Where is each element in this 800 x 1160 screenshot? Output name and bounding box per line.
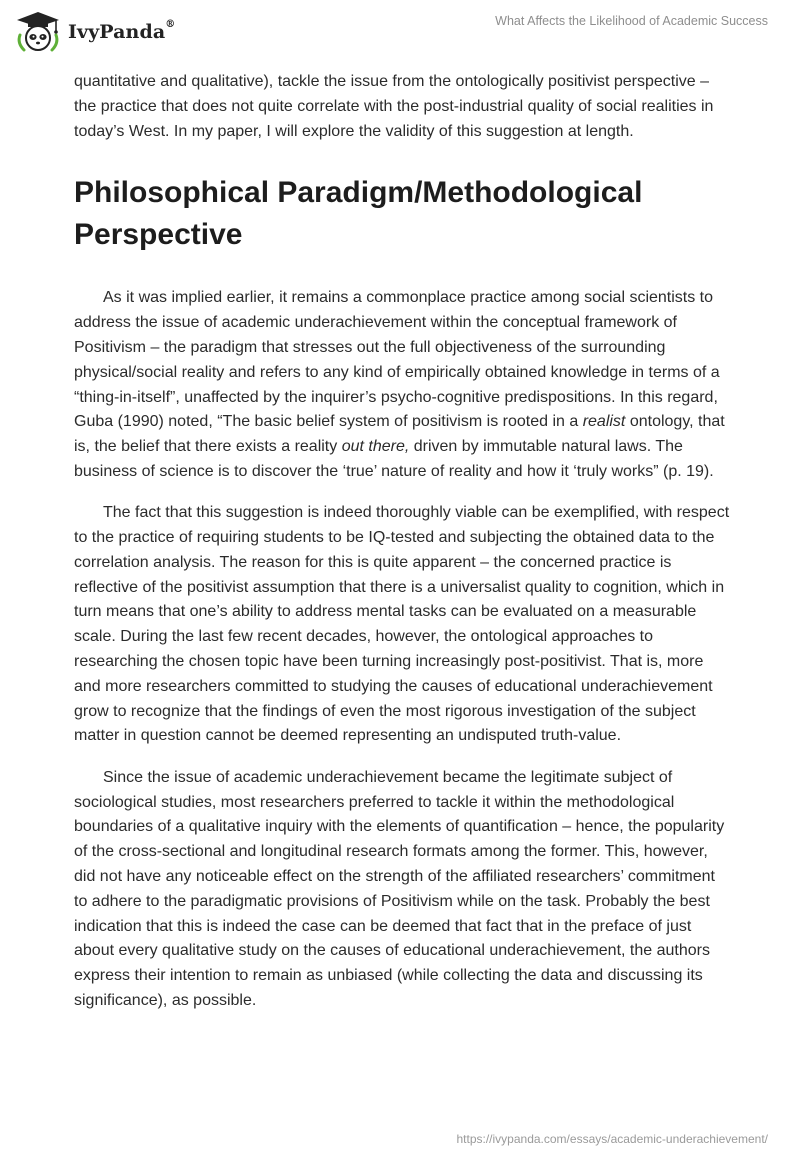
- emphasis-realist: realist: [582, 413, 626, 431]
- paragraph-sociological-studies: Since the issue of academic underachievement became the legitimate subject of sociological studies, most researchers preferred to tackle it within the methodological boundaries of a qualitative inquiry with the elements of quantification – hence, the popularity of the cross-sectional and longitudinal research formats among the former. This, however, did not have any noticeable effect on the strength of the affiliated researchers’ commitment to adhere to the paradigmatic provisions of Positivism while on the task. Probably the best indication that this is indeed the case can be deemed that fact that in the preface of just about every qualitative study on the causes of educational underachievement, the authors express their intention to remain as unbiased (while collecting the data and discussing its significance), as possible.: [74, 768, 725, 1009]
- registered-mark: ®: [165, 19, 176, 30]
- essay-content: [74, 70, 730, 1014]
- section-heading: Philosophical Paradigm/Methodological Perspective: [74, 176, 643, 252]
- logo-text: IvyPanda®: [68, 19, 176, 43]
- panda-graduate-icon: [14, 11, 62, 53]
- intro-paragraph: quantitative and qualitative), tackle the issue from the ontologically positivist perspective – the practice that does not quite correlate with the post-industrial quality of social realities in today’s West. In my paper, I will explore the validity of this suggestion at length.: [74, 73, 714, 140]
- source-url[interactable]: https://ivypanda.com/essays/academic-underachievement/: [456, 1132, 768, 1146]
- paragraph-positivism: As it was implied earlier, it remains a commonplace practice among social scientists to address the issue of academic underachievement within the conceptual framework of Positivism – the paradigm that stresses out the full objectiveness of the surrounding physical/social reality and refers to any kind of empirically obtained knowledge in terms of a “thing-in-itself”, unaffected by the inquirer’s psycho-cognitive predispositions. In this regard, Guba (1990) noted, “The basic belief system of positivism is rooted in a realist ontology, that is, the belief that there exists a reality out there, driven by immutable natural laws. The business of science is to discover the ‘true’ nature of reality and how it ‘truly works” (p. 19).: [74, 289, 725, 480]
- paragraph-iq-testing: The fact that this suggestion is indeed thoroughly viable can be exemplified, with respect to the practice of requiring students to be IQ-tested and subjecting the obtained data to the correlation analysis. The reason for this is quite apparent – the concerned practice is reflective of the positivist assumption that there is a universalist quality to cognition, which in turn means that one’s ability to address mental tasks can be evaluated on a measurable scale. During the last few recent decades, however, the ontological approaches to researching the chosen topic have been turning increasingly post-positivist. That is, more and more researchers committed to studying the causes of educational underachievement grow to recognize that the findings of even the most rigorous investigation of the subject matter in question cannot be deemed representing an undisputed truth-value.: [74, 504, 730, 745]
- emphasis-out-there: out there,: [341, 438, 410, 456]
- page-header: [0, 0, 800, 70]
- site-logo[interactable]: [14, 11, 175, 53]
- document-title: What Affects the Likelihood of Academic Success: [495, 14, 768, 28]
